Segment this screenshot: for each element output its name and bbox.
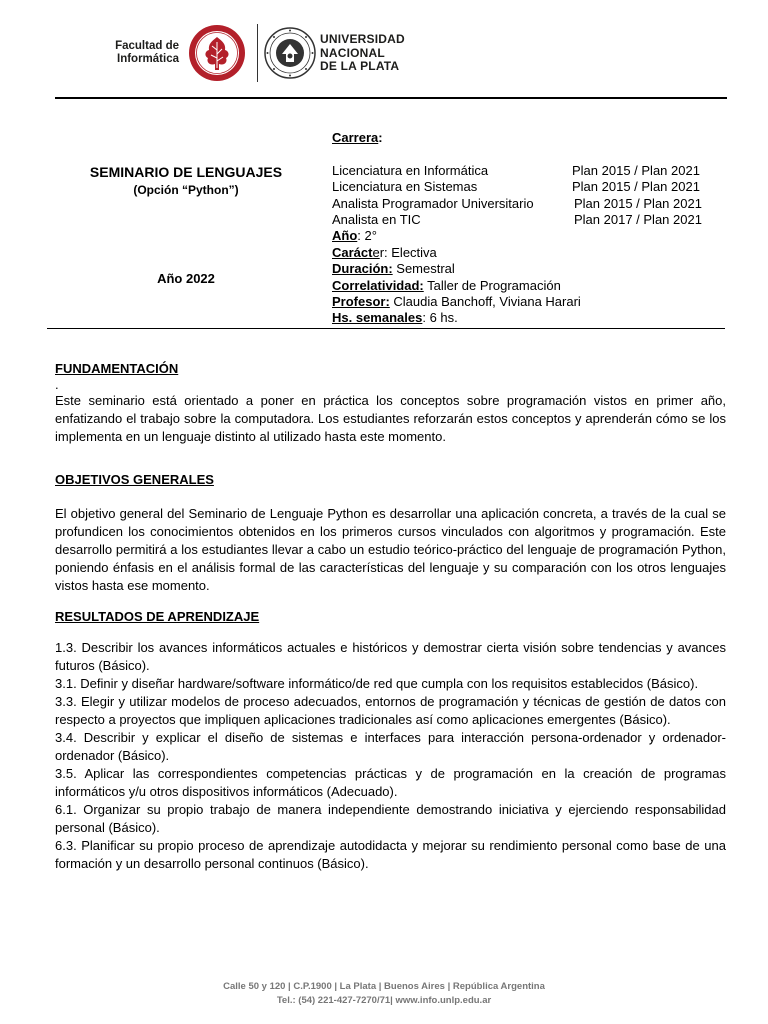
objetivos-heading: OBJETIVOS GENERALES [55, 472, 214, 487]
list-item: 6.1. Organizar su propio trabajo de manera independiente demostrando iniciativa y ejerciendo responsabilidad personal (Básico). [55, 802, 726, 835]
fundamentacion-dot: . [55, 377, 59, 392]
list-item: 6.3. Planificar su propio proceso de aprendizaje autodidacta y mejorar su rendimiento personal como base de una formación y un desarrollo personal continuos (Básico). [55, 838, 726, 871]
career-plan: Plan 2015 / Plan 2021 [572, 179, 700, 195]
correlatividad-value: Taller de Programación [423, 277, 561, 293]
footer [0, 980, 768, 1008]
list-item: 3.5. Aplicar las correspondientes competencias prácticas y de programación en la creación de programas informáticos y/u otros dispositivos informáticos (Adecuado). [55, 766, 726, 799]
university-line-2: NACIONAL [320, 45, 385, 60]
carrera-colon: : [378, 130, 383, 145]
faculty-seal-icon [186, 24, 248, 82]
profesor-row [332, 294, 581, 310]
fundamentacion-section [55, 360, 726, 446]
correlatividad-row [332, 278, 581, 294]
hs-row [332, 310, 581, 326]
career-plan: Plan 2017 / Plan 2021 [574, 211, 702, 227]
header-rule [55, 97, 727, 99]
resultados-heading: RESULTADOS DE APRENDIZAJE [55, 609, 260, 624]
caracter-value: r: Electiva [379, 244, 437, 260]
carrera-label: Carrera [332, 130, 379, 145]
course-title: SEMINARIO DE LENGUAJES [89, 164, 283, 180]
career-name: Licenciatura en Sistemas [332, 179, 478, 195]
caracter-label: Caráct [332, 244, 373, 260]
course-info [332, 130, 702, 327]
caracter-row [332, 245, 581, 261]
career-row [332, 179, 700, 195]
career-row [332, 211, 702, 228]
resultados-list [55, 639, 726, 873]
hs-value: : 6 hs. [422, 310, 458, 326]
university-line-1: UNIVERSIDAD [320, 32, 405, 46]
objetivos-paragraph: El objetivo general del Seminario de Lenguaje Python es desarrollar una aplicación concreta, a través de la cual se profundicen los conocimientos obtenidos en los primeros cursos vinculados con algoritmos y programación. Este desarrollo permitirá a los estudiantes llevar a cabo un estudio teórico-práctico del lenguaje de programación Python, poniendo énfasis en el análisis formal de las características del lenguaje y su comparación con los otros lenguajes vistos hasta ese momento. [55, 506, 726, 593]
career-name: Analista en TIC [332, 211, 421, 227]
career-row [332, 195, 702, 212]
footer-contact: Tel.: (54) 221-427-7270/71| www.info.unlp.edu.ar [276, 995, 492, 1006]
carrera-row [332, 130, 581, 146]
career-name: Licenciatura en Informática [332, 162, 489, 178]
hs-label: Hs. semanales [332, 310, 423, 326]
university-name [320, 33, 405, 74]
resultados-section [55, 608, 726, 873]
career-plan: Plan 2015 / Plan 2021 [574, 195, 702, 211]
profesor-value: Claudia Banchoff, Viviana Harari [389, 293, 581, 309]
list-item: 3.4. Describir y explicar el diseño de sistemas e interfaces para interacción persona-ordenador y ordenador-ordenador (Básico). [55, 730, 726, 763]
fundamentacion-paragraph: Este seminario está orientado a poner en práctica los conceptos sobre programación vistos en primer año, enfatizando el trabajo sobre la computadora. Los estudiantes reforzarán estos conceptos y aprenderán cómo se los implementa en un lenguaje distinto al utilizado hasta este momento. [55, 393, 726, 444]
anio-row [332, 228, 581, 244]
faculty-line-1: Facultad de [115, 40, 179, 52]
duracion-row [332, 261, 581, 277]
course-subtitle: (Opción “Python”) [133, 183, 239, 197]
university-line-3: DE LA PLATA [320, 59, 400, 73]
list-item: 1.3. Describir los avances informáticos actuales e históricos y demostrar cierta visión sobre tendencias y avances futuros (Básico). [55, 640, 726, 673]
duracion-label: Duración: [332, 261, 393, 277]
list-item: 3.1. Definir y diseñar hardware/software informático/de red que cumpla con los requisitos establecidos (Básico). [55, 676, 699, 691]
list-item: 3.3. Elegir y utilizar modelos de proceso adecuados, entornos de programación y técnicas de gestión de datos con respecto a proyectos que impliquen aplicaciones tradicionales así como aplicaciones emergentes (Básico). [55, 694, 726, 727]
unlp-seal-icon [264, 24, 316, 82]
course-year: Año 2022 [157, 271, 215, 286]
faculty-name [107, 40, 179, 66]
objetivos-section [55, 471, 726, 595]
fundamentacion-heading: FUNDAMENTACIÓN [55, 361, 179, 376]
career-name: Analista Programador Universitario [332, 195, 534, 211]
logo-divider [257, 24, 258, 82]
anio-value: : 2° [357, 228, 377, 244]
anio-label: Año [332, 228, 358, 244]
correlatividad-label: Correlatividad: [332, 277, 424, 293]
footer-address: Calle 50 y 120 | C.P.1900 | La Plata | Buenos Aires | República Argentina [223, 981, 545, 992]
duracion-value: Semestral [392, 261, 455, 277]
profesor-label: Profesor: [332, 293, 390, 309]
caracter-label-rest: e [372, 244, 380, 260]
faculty-line-2: Informática [117, 53, 179, 65]
info-rule [47, 328, 725, 329]
career-plan: Plan 2015 / Plan 2021 [572, 162, 700, 178]
career-row [332, 162, 700, 179]
